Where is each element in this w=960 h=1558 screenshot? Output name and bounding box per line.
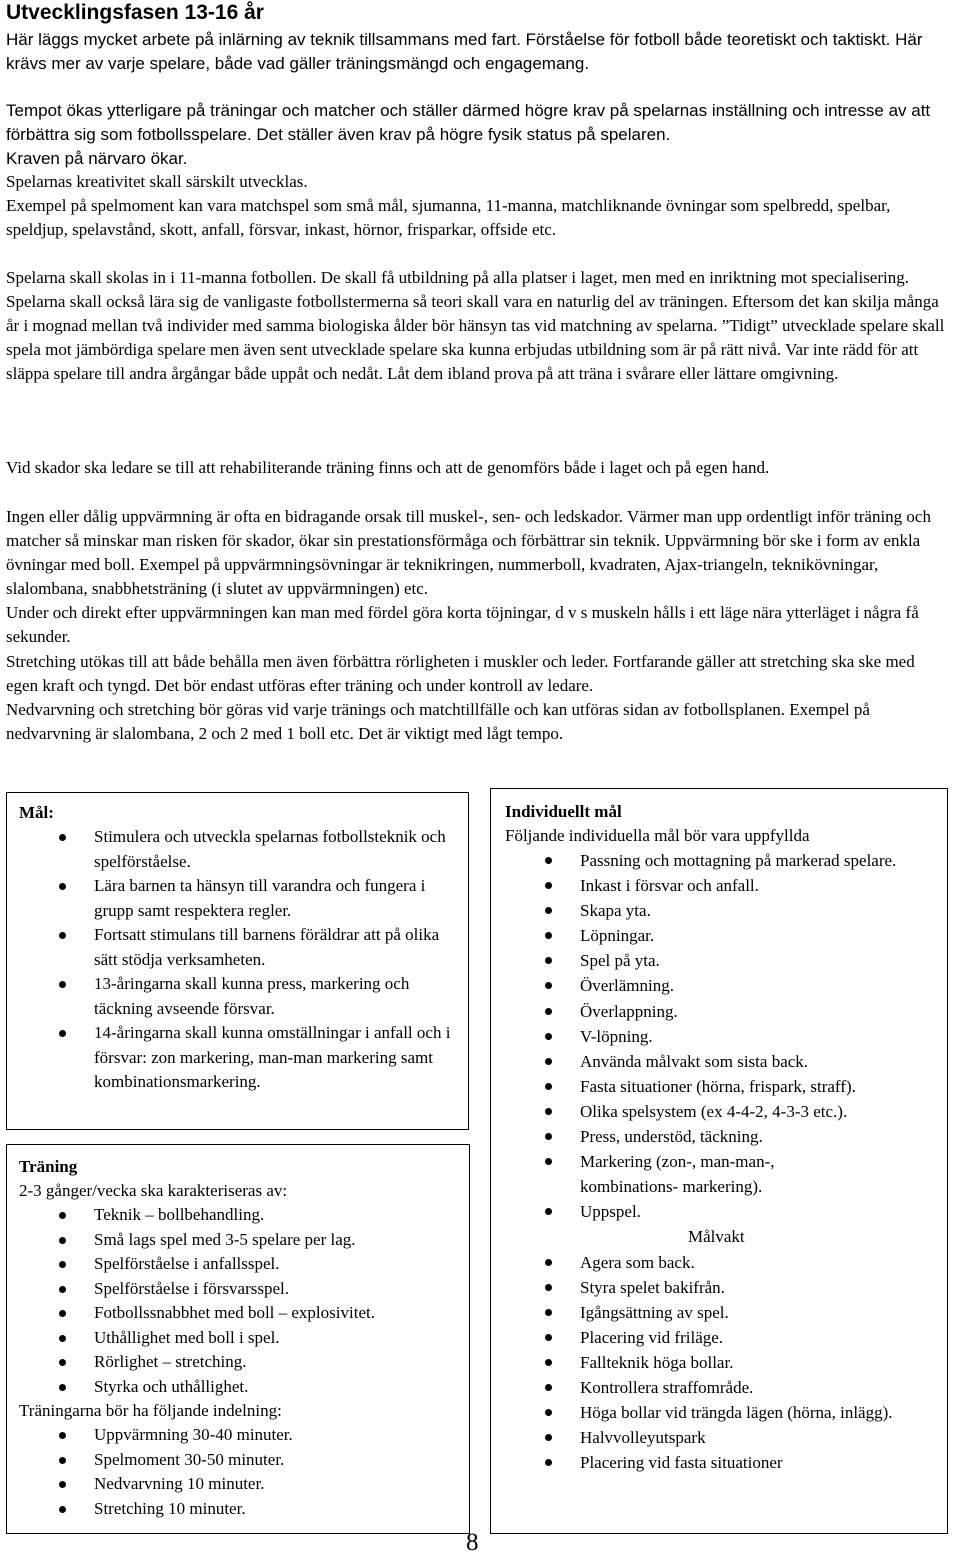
kreativitet-text: Spelarnas kreativitet skall särskilt utvecklas.: [6, 172, 308, 191]
individuellt-box: [490, 788, 948, 1534]
list-item: Placering vid friläge.: [505, 1325, 935, 1350]
kreativitet-paragraph: [6, 170, 951, 243]
mal-title: Mål:: [19, 803, 54, 822]
list-item: Press, understöd, täckning.: [505, 1124, 935, 1149]
intro-paragraph: [6, 28, 951, 76]
list-item: Stretching 10 minuter.: [19, 1497, 469, 1522]
malvakt-heading: Målvakt: [688, 1227, 745, 1247]
list-item: Teknik – bollbehandling.: [19, 1203, 469, 1228]
elvamanna-text: Spelarna skall skolas in i 11-manna fotbollen. De skall få utbildning på alla platser i laget, men med en inriktning mot specialisering. Spelarna skall också lära sig de vanligaste fotbollstermerna så teori skall vara en naturlig del av träningen. Eftersom det kan skilja många år i mognad mellan två individer med samma biologiska ålder bör hänsyn tas vid matchning av spelarna. ”Tidigt” utvecklade spelare skall spela mot jämbördiga spelare men även sent utvecklade spelare ska kunna erbjudas utbildning som är på rätt nivå. Var inte rädd för att släppa spelare till andra årgångar både uppåt och nedåt. Låt dem ibland prova på att träna i svårare eller lättare omgivning.: [6, 268, 945, 384]
indelning-list: [19, 1423, 469, 1521]
list-item: Kontrollera straffområde.: [505, 1375, 935, 1400]
list-item: Olika spelsystem (ex 4-4-2, 4-3-3 etc.).: [505, 1099, 935, 1124]
mal-box: [6, 792, 469, 1130]
list-item: Passning och mottagning på markerad spelare.: [505, 848, 935, 873]
traning-intro: 2-3 gånger/vecka ska karakteriseras av:: [19, 1181, 288, 1200]
tojning-text: Under och direkt efter uppvärmningen kan man med fördel göra korta töjningar, d v s muskeln hålls i ett läge nära ytterläget i några få sekunder.: [6, 603, 919, 647]
list-item: Löpningar.: [505, 923, 935, 948]
page-number: 8: [466, 1529, 479, 1556]
list-item: Halvvolleyutspark: [505, 1425, 935, 1450]
list-item: Placering vid fasta situationer: [505, 1450, 935, 1475]
intro-text: Här läggs mycket arbete på inlärning av teknik tillsammans med fart. Förståelse för fotboll både teoretiskt och taktiskt. Här krävs mer av varje spelare, både vad gäller träningsmängd och engagemang.: [6, 30, 923, 73]
list-item: Agera som back.: [505, 1250, 935, 1275]
list-item: Igångsättning av spel.: [505, 1300, 935, 1325]
list-item: Fortsatt stimulans till barnens föräldrar att på olika sätt stödja verksamheten.: [19, 923, 459, 972]
list-item: Markering (zon-, man-man-, kombinations- markering).: [505, 1149, 825, 1199]
individuellt-list: [505, 848, 935, 1224]
tempo-text: Tempot ökas ytterligare på träningar och matcher och ställer därmed högre krav på spelarnas inställning och intresse av att förbättra sig som fotbollsspelare. Det ställer även krav på högre fysik status på spelaren.: [6, 101, 931, 145]
spelmoment-text: Exempel på spelmoment kan vara matchspel som små mål, sjumanna, 11-manna, matchliknande övningar som spelbredd, spelbar, speldjup, spelavstånd, skott, anfall, försvar, inkast, hörnor, frisparkar, offside etc.: [6, 196, 891, 240]
list-item: Styra spelet bakifrån.: [505, 1275, 935, 1300]
traning-intro2: Träningarna bör ha följande indelning:: [19, 1401, 282, 1420]
nedvarvning-text: Nedvarvning och stretching bör göras vid varje tränings och matchtillfälle och kan utföras sidan av fotbollsplanen. Exempel på nedvarvning är slalombana, 2 och 2 med 1 boll etc. Det är viktigt med lågt tempo.: [6, 699, 870, 743]
list-item: 13-åringarna skall kunna press, markering och täckning avseende försvar.: [19, 972, 459, 1021]
skador-text: Vid skador ska ledare se till att rehabiliterande träning finns och att de genomförs både i laget och på egen hand.: [6, 458, 770, 477]
list-item: Överlappning.: [505, 999, 935, 1024]
uppvarmning-paragraph: [6, 505, 951, 746]
mal-list: [19, 825, 459, 1095]
list-item: Använda målvakt som sista back.: [505, 1049, 935, 1074]
list-item: Lära barnen ta hänsyn till varandra och fungera i grupp samt respektera regler.: [19, 874, 459, 923]
list-item: Fallteknik höga bollar.: [505, 1350, 935, 1375]
list-item: Spelmoment 30-50 minuter.: [19, 1448, 469, 1473]
list-item: Styrka och uthållighet.: [19, 1375, 469, 1400]
list-item: Spelförståelse i anfallsspel.: [19, 1252, 469, 1277]
list-item: Skapa yta.: [505, 898, 935, 923]
traning-list: [19, 1203, 469, 1399]
tempo-paragraph: [6, 99, 951, 172]
list-item: 14-åringarna skall kunna omställningar i anfall och i försvar: zon markering, man-man markering samt kombinationsmarkering.: [19, 1021, 459, 1095]
elvamanna-paragraph: [6, 266, 951, 386]
list-item: Fasta situationer (hörna, frispark, straff).: [505, 1074, 935, 1099]
narvaro-text: Kraven på närvaro ökar.: [6, 149, 188, 169]
list-item: Små lags spel med 3-5 spelare per lag.: [19, 1228, 469, 1253]
list-item: Överlämning.: [505, 973, 935, 998]
list-item: Spel på yta.: [505, 948, 935, 973]
list-item: Rörlighet – stretching.: [19, 1350, 469, 1375]
list-item: Spelförståelse i försvarsspel.: [19, 1277, 469, 1302]
individuellt-intro: Följande individuella mål bör vara uppfyllda: [505, 826, 810, 845]
list-item: V-löpning.: [505, 1024, 935, 1049]
list-item: Nedvarvning 10 minuter.: [19, 1472, 469, 1497]
list-item: Uppspel.: [505, 1199, 935, 1224]
list-item: Uthållighet med boll i spel.: [19, 1326, 469, 1351]
list-item: Fotbollssnabbhet med boll – explosivitet.: [19, 1301, 469, 1326]
list-item: Uppvärmning 30-40 minuter.: [19, 1423, 469, 1448]
traning-title: Träning: [19, 1157, 78, 1176]
page-title: Utvecklingsfasen 13-16 år: [6, 1, 264, 24]
individuellt-title: Individuellt mål: [505, 802, 622, 821]
stretching-text: Stretching utökas till att både behålla men även förbättra rörligheten i muskler och leder. Fortfarande gäller att stretching ska ske med egen kraft och tyngd. Det bör endast utföras efter träning och under kontroll av ledare.: [6, 651, 915, 695]
malvakt-list: [505, 1250, 935, 1476]
traning-box: [6, 1144, 470, 1534]
list-item: Inkast i försvar och anfall.: [505, 873, 935, 898]
skador-paragraph: [6, 456, 951, 480]
list-item: Stimulera och utveckla spelarnas fotbollsteknik och spelförståelse.: [19, 825, 459, 874]
uppvarmning-text: Ingen eller dålig uppvärmning är ofta en bidragande orsak till muskel-, sen- och ledskador. Värmer man upp ordentligt inför träning och matcher så minskar man risken för skador, ökar sin prestationsförmåga och förbättrar sin teknik. Uppvärmning bör ske i form av enkla övningar med boll. Exempel på uppvärmningsövningar är teknikringen, nummerboll, kvadraten, Ajax-triangeln, teknikövningar, slalombana, snabbhetsträning (i slutet av uppvärmningen) etc.: [6, 507, 931, 599]
list-item: Höga bollar vid trängda lägen (hörna, inlägg).: [505, 1400, 910, 1425]
